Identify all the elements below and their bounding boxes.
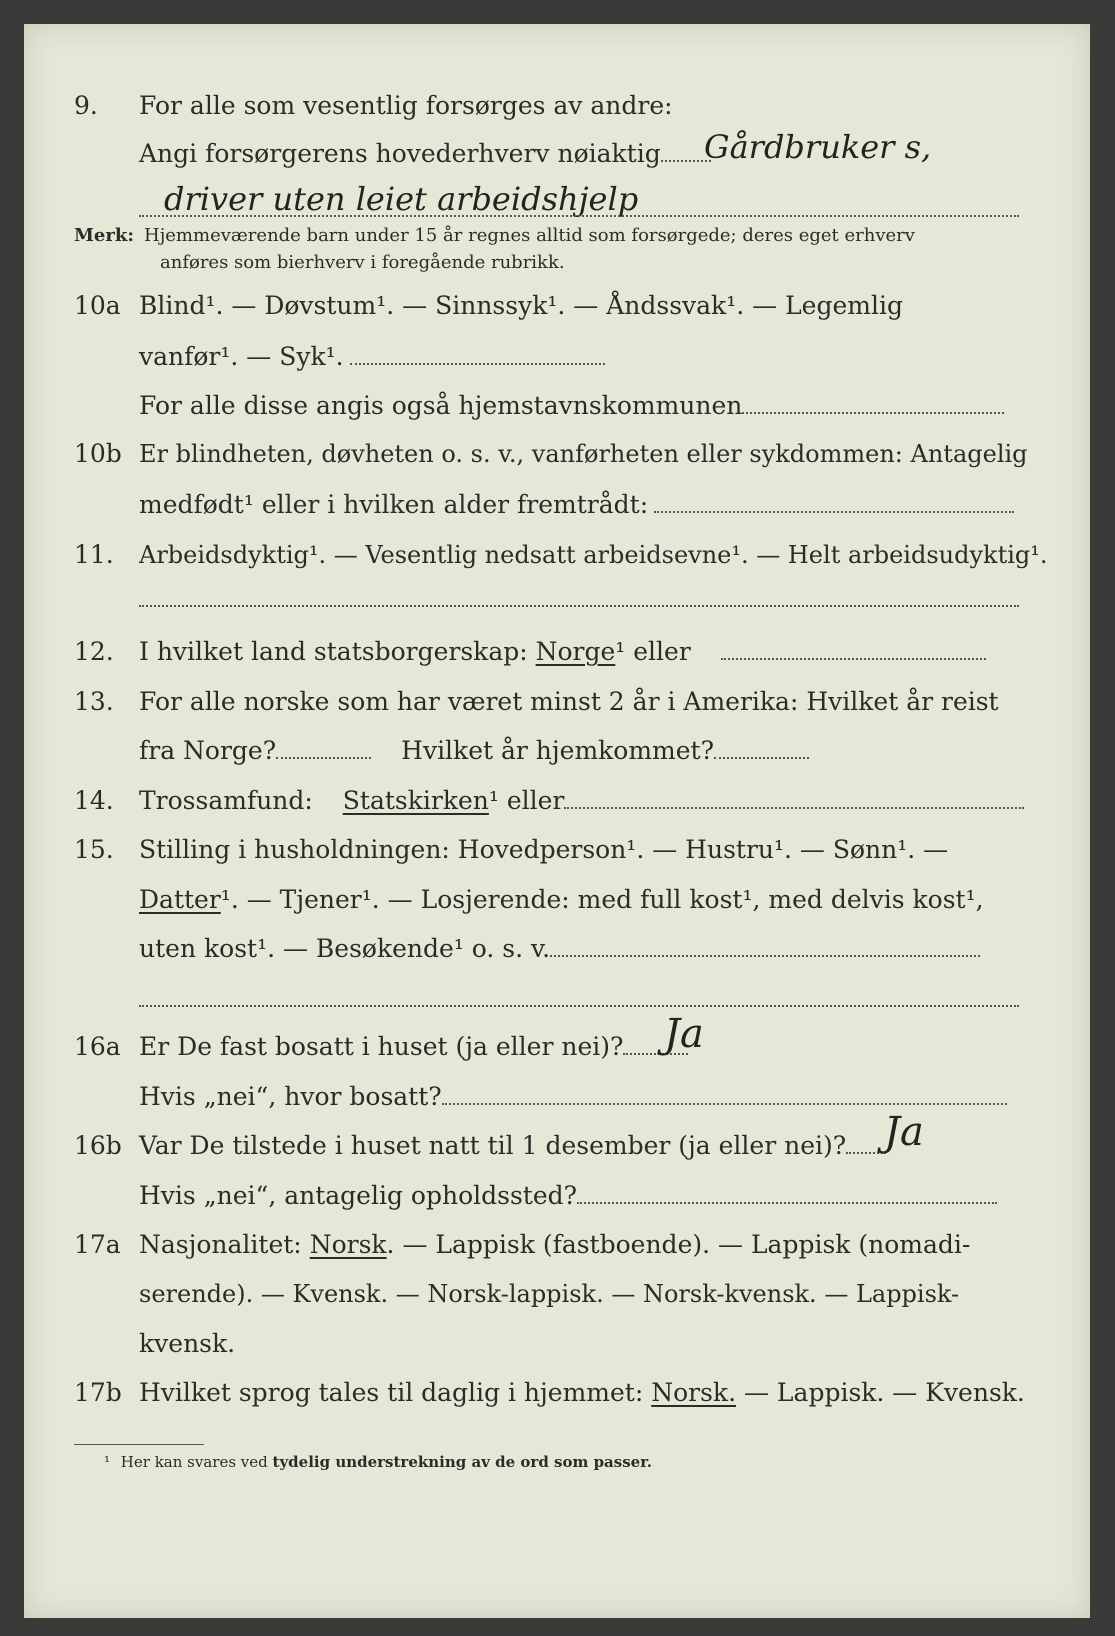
- q14-post: ¹ eller: [488, 786, 565, 815]
- q14-underlined-answer: Statskirken: [342, 786, 489, 815]
- q15-number: 15.: [74, 835, 114, 864]
- footnote-mark: ¹: [104, 1453, 111, 1471]
- q15-line2: [139, 885, 984, 915]
- q17a-line3: kvensk.: [139, 1329, 236, 1358]
- q9-line1: For alle som vesentlig forsørges av andre:: [139, 91, 673, 120]
- q17a-number: 17a: [74, 1230, 121, 1259]
- q10a-dotted-line: [350, 362, 605, 365]
- q10b-line1: Er blindheten, døvheten o. s. v., vanførheten eller sykdommen: Antagelig: [139, 440, 1028, 468]
- q9-line2: [139, 139, 711, 169]
- q17b-line: [139, 1378, 1025, 1408]
- q15-underlined-answer: Datter: [139, 885, 221, 914]
- q16b-handwritten-answer: Ja: [884, 1109, 924, 1155]
- q15-line3: [139, 934, 980, 964]
- q13-number: 13.: [74, 687, 114, 716]
- q13-line2b: Hvilket år hjemkommet?: [401, 736, 715, 765]
- q16a-line2-text: Hvis „nei“, hvor bosatt?: [139, 1082, 442, 1111]
- q10a-dotted-line-2: [742, 411, 1004, 414]
- q16a-line1-text: Er De fast bosatt i huset (ja eller nei)?: [139, 1032, 624, 1061]
- q10b-line2: [139, 490, 1014, 520]
- q17b-underlined-answer: Norsk.: [651, 1378, 737, 1407]
- q12-dotted-line: [721, 657, 986, 660]
- q13-dotted-line-1: [276, 756, 371, 759]
- q16b-line2: [139, 1181, 997, 1211]
- q10a-line2: [139, 342, 605, 372]
- q17a-pre: Nasjonalitet:: [139, 1230, 302, 1259]
- q16b-line1: [139, 1131, 886, 1161]
- q17b-post: — Lappisk. — Kvensk.: [743, 1378, 1025, 1407]
- q17a-line2: serende). — Kvensk. — Norsk-lappisk. — Norsk-kvensk. — Lappisk-: [139, 1280, 960, 1308]
- q13-line2: [139, 736, 809, 766]
- q10a-line2-text: vanfør¹. — Syk¹.: [139, 342, 344, 371]
- q12-line: [139, 637, 986, 667]
- q14-dotted-line: [564, 806, 1024, 809]
- q16b-number: 16b: [74, 1131, 122, 1160]
- q10a-line3: [139, 391, 1004, 421]
- q17b-pre: Hvilket sprog tales til daglig i hjemmet:: [139, 1378, 644, 1407]
- q11-answer-line: [139, 604, 1019, 607]
- q16a-number: 16a: [74, 1032, 121, 1061]
- q10b-dotted-line: [654, 510, 1014, 513]
- q16b-dotted-line-2: [577, 1201, 997, 1204]
- q12-post: ¹ eller: [615, 637, 691, 666]
- q10b-line2-text: medfødt¹ eller i hvilken alder fremtrådt:: [139, 490, 649, 519]
- q9-line2-text: Angi forsørgerens hovederhverv nøiaktig: [139, 139, 661, 168]
- q16b-line2-text: Hvis „nei“, antagelig opholdssted?: [139, 1181, 578, 1210]
- q11-number: 11.: [74, 540, 114, 569]
- q12-underlined-answer: Norge: [535, 637, 616, 666]
- census-form-page: [24, 24, 1090, 1618]
- q15-line1: Stilling i husholdningen: Hovedperson¹. — Hustru¹. — Sønn¹. —: [139, 835, 949, 864]
- merk-label: Merk:: [74, 225, 134, 246]
- q13-dotted-line-2: [714, 756, 809, 759]
- q14-pre: Trossamfund:: [139, 786, 313, 815]
- q14-number: 14.: [74, 786, 114, 815]
- q9-handwritten-answer2: driver uten leiet arbeidshjelp: [164, 180, 639, 218]
- q10a-line1: Blind¹. — Døvstum¹. — Sinnssyk¹. — Åndssvak¹. — Legemlig: [139, 291, 903, 320]
- q16b-dotted-line: [846, 1151, 886, 1154]
- q16b-line1-text: Var De tilstede i huset natt til 1 desember (ja eller nei)?: [139, 1131, 847, 1160]
- q14-line: [139, 786, 1024, 816]
- q13-line2a: fra Norge?: [139, 736, 277, 765]
- q10b-number: 10b: [74, 439, 122, 468]
- footnote: [104, 1452, 652, 1472]
- footnote-rule: [74, 1444, 204, 1445]
- q12-pre: I hvilket land statsborgerskap:: [139, 637, 528, 666]
- q10a-line3-text: For alle disse angis også hjemstavnskommunen: [139, 391, 743, 420]
- q15-line2-text: ¹. — Tjener¹. — Losjerende: med full kost¹, med delvis kost¹,: [220, 885, 984, 914]
- q10a-number: 10a: [74, 291, 121, 320]
- q15-dotted-line: [550, 954, 980, 957]
- q15-line3-text: uten kost¹. — Besøkende¹ o. s. v.: [139, 934, 551, 963]
- q17a-line1-text: . — Lappisk (fastboende). — Lappisk (nomadi-: [386, 1230, 971, 1259]
- q16a-dotted-line-2: [442, 1102, 1007, 1105]
- q17a-underlined-answer: Norsk: [309, 1230, 387, 1259]
- q9-answer-line: [139, 214, 1019, 217]
- q16a-line2: [139, 1082, 1007, 1112]
- q16a-line1: [139, 1032, 688, 1062]
- q12-number: 12.: [74, 637, 114, 666]
- q13-line1: For alle norske som har været minst 2 år i Amerika: Hvilket år reist: [139, 687, 999, 716]
- q11-line1: Arbeidsdyktig¹. — Vesentlig nedsatt arbeidsevne¹. — Helt arbeidsudyktig¹.: [139, 541, 1048, 569]
- footnote-bold: tydelig understrekning av de ord som passer.: [272, 1453, 652, 1471]
- q17b-number: 17b: [74, 1378, 122, 1407]
- merk-line1: Hjemmeværende barn under 15 år regnes alltid som forsørgede; deres eget erhverv: [144, 225, 915, 246]
- q16a-handwritten-answer: Ja: [664, 1011, 704, 1057]
- q17a-line1: [139, 1230, 970, 1260]
- q15-answer-line: [139, 1004, 1019, 1007]
- q9-number: 9.: [74, 91, 98, 120]
- merk-line2: anføres som bierhverv i foregående rubrikk.: [160, 252, 565, 273]
- footnote-pre: Her kan svares ved: [120, 1453, 268, 1471]
- q9-handwritten-answer1: Gårdbruker s,: [704, 128, 932, 166]
